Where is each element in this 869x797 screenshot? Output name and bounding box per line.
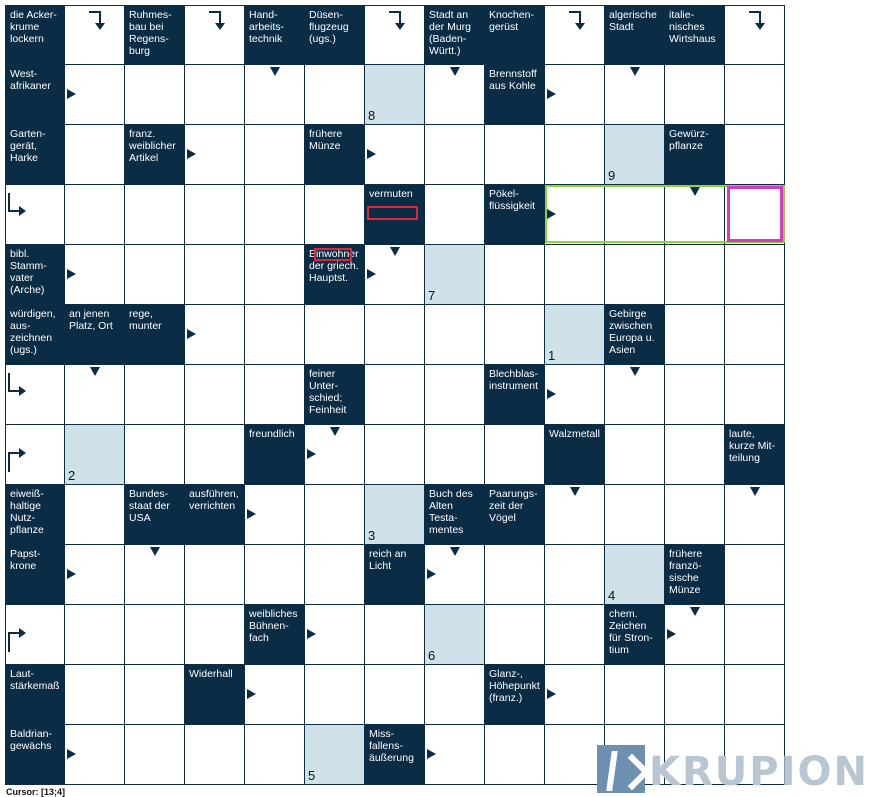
solution-cell[interactable] <box>365 485 425 545</box>
answer-cell[interactable] <box>185 125 245 185</box>
answer-cell[interactable] <box>425 365 485 425</box>
clue-cell <box>5 665 65 725</box>
clue-cell <box>125 485 185 545</box>
answer-cell[interactable] <box>605 245 665 305</box>
solution-cell[interactable] <box>305 725 365 785</box>
arrow-down-icon <box>390 247 400 256</box>
clue-text: Brennstoff aus Kohle <box>489 68 537 92</box>
clue-cell <box>125 5 185 65</box>
clue-cell <box>485 185 545 245</box>
answer-cell[interactable] <box>185 65 245 125</box>
arrow-down-icon <box>690 607 700 616</box>
clue-cell <box>425 485 485 545</box>
arrow-bent-right-icon <box>8 373 19 392</box>
answer-cell[interactable] <box>665 665 725 725</box>
answer-cell[interactable] <box>125 65 185 125</box>
answer-cell[interactable] <box>725 125 785 185</box>
answer-cell[interactable] <box>725 665 785 725</box>
answer-cell[interactable] <box>65 545 125 605</box>
answer-cell[interactable] <box>5 605 65 665</box>
answer-cell[interactable] <box>365 305 425 365</box>
solution-cell[interactable] <box>605 545 665 605</box>
answer-cell[interactable] <box>305 185 365 245</box>
answer-cell[interactable] <box>65 125 125 185</box>
arrow-right-icon <box>67 89 76 99</box>
answer-cell[interactable] <box>665 65 725 125</box>
answer-cell[interactable] <box>65 65 125 125</box>
clue-text: an jenen Platz, Ort <box>69 308 113 332</box>
clue-cell <box>5 305 65 365</box>
solution-cell[interactable] <box>545 305 605 365</box>
arrow-down-icon <box>150 547 160 556</box>
clue-text: algerische Stadt <box>609 9 657 33</box>
answer-cell[interactable] <box>245 485 305 545</box>
arrow-down-icon <box>270 67 280 76</box>
clue-text: eiweißhaltige Nutzpflanze <box>10 488 44 536</box>
arrow-right-icon <box>367 149 376 159</box>
clue-cell <box>185 485 245 545</box>
answer-cell[interactable] <box>5 365 65 425</box>
arrow-right-icon <box>67 749 76 759</box>
answer-cell[interactable] <box>245 545 305 605</box>
solution-cell[interactable] <box>365 65 425 125</box>
solution-number: 5 <box>308 768 316 783</box>
arrow-right-icon <box>247 509 256 519</box>
answer-cell[interactable] <box>125 605 185 665</box>
answer-cell[interactable] <box>5 185 65 245</box>
answer-cell[interactable] <box>425 305 485 365</box>
clue-cell <box>185 665 245 725</box>
answer-cell[interactable] <box>185 425 245 485</box>
answer-cell[interactable] <box>245 665 305 725</box>
clue-text: Missfallensäußerung <box>369 728 414 764</box>
arrow-bent-down-icon <box>569 11 581 25</box>
clue-cell <box>365 545 425 605</box>
arrow-down-icon <box>570 487 580 496</box>
clue-cell <box>725 425 785 485</box>
solution-cell[interactable] <box>425 245 485 305</box>
arrow-right-icon <box>187 149 196 159</box>
clue-cell <box>5 545 65 605</box>
arrow-down-icon <box>450 67 460 76</box>
clue-cell <box>5 5 65 65</box>
answer-cell[interactable] <box>65 605 125 665</box>
clue-text: Glanz-, Höhepunkt (franz.) <box>489 668 540 704</box>
solution-number: 7 <box>428 288 436 303</box>
answer-cell[interactable] <box>305 425 365 485</box>
answer-cell[interactable] <box>665 245 725 305</box>
answer-cell[interactable] <box>725 65 785 125</box>
clue-text: Papstkrone <box>10 548 41 572</box>
arrow-down-icon <box>750 487 760 496</box>
clue-text: Paarungszeit der Vögel <box>489 488 538 524</box>
clue-text: würdigen, auszeichnen (ugs.) <box>10 308 56 356</box>
arrow-bent-down-icon <box>749 11 761 25</box>
answer-cell[interactable] <box>605 665 665 725</box>
answer-cell[interactable] <box>365 125 425 185</box>
answer-cell[interactable] <box>365 605 425 665</box>
arrow-right-icon <box>427 569 436 579</box>
answer-cell[interactable] <box>425 425 485 485</box>
clue-text: feiner Unterschied; Feinheit <box>309 368 347 416</box>
answer-cell[interactable] <box>125 245 185 305</box>
answer-cell[interactable] <box>605 425 665 485</box>
answer-cell[interactable] <box>425 725 485 785</box>
clue-cell <box>125 125 185 185</box>
answer-cell[interactable] <box>185 605 245 665</box>
clue-cell <box>485 665 545 725</box>
clue-text: Lautstärkemaß <box>10 668 60 692</box>
clue-cell <box>5 245 65 305</box>
answer-cell[interactable] <box>725 245 785 305</box>
answer-cell[interactable] <box>65 485 125 545</box>
clue-text: frühere französische Münze <box>669 548 703 596</box>
clue-cell <box>485 485 545 545</box>
clue-cell <box>605 5 665 65</box>
answer-cell[interactable] <box>545 545 605 605</box>
answer-cell[interactable] <box>305 545 365 605</box>
arrow-right-icon <box>547 389 556 399</box>
clue-text: vermuten <box>369 188 413 200</box>
arrow-bent-up-right-icon <box>8 452 19 472</box>
clue-text: franz. weiblicher Artikel <box>129 128 176 164</box>
clue-text: Buch des Alten Testamentes <box>429 488 473 536</box>
answer-cell[interactable] <box>605 365 665 425</box>
clue-text: reich an Licht <box>369 548 407 572</box>
arrow-right-icon <box>427 749 436 759</box>
arrow-bent-down-icon <box>389 11 401 25</box>
arrow-down-icon <box>90 367 100 376</box>
clue-text: Gartengerät, Harke <box>10 128 46 164</box>
clue-cell <box>245 605 305 665</box>
clue-text: Ruhmesbau bei Regensburg <box>129 9 172 57</box>
answer-cell[interactable] <box>245 245 305 305</box>
arrow-down-icon <box>450 547 460 556</box>
answer-cell[interactable] <box>305 485 365 545</box>
answer-cell[interactable] <box>185 545 245 605</box>
arrow-right-icon <box>67 569 76 579</box>
arrow-right-icon <box>367 269 376 279</box>
arrow-down-icon <box>330 427 340 436</box>
arrow-down-icon <box>630 67 640 76</box>
answer-cell[interactable] <box>725 365 785 425</box>
clue-cell <box>245 5 305 65</box>
answer-cell[interactable] <box>365 5 425 65</box>
answer-cell[interactable] <box>65 5 125 65</box>
solution-cell[interactable] <box>425 605 485 665</box>
solution-number: 3 <box>368 528 376 543</box>
answer-cell[interactable] <box>545 5 605 65</box>
clue-cell <box>305 245 365 305</box>
logo-mark-icon <box>597 745 645 793</box>
answer-cell[interactable] <box>305 305 365 365</box>
answer-cell[interactable] <box>485 425 545 485</box>
answer-cell[interactable] <box>125 365 185 425</box>
answer-cell[interactable] <box>65 245 125 305</box>
answer-cell[interactable] <box>665 365 725 425</box>
clue-text: Bundesstaat der USA <box>129 488 170 524</box>
answer-cell[interactable] <box>725 605 785 665</box>
answer-cell[interactable] <box>425 65 485 125</box>
arrow-right-icon <box>547 209 556 219</box>
answer-cell[interactable] <box>425 125 485 185</box>
answer-cell[interactable] <box>185 725 245 785</box>
solution-number: 1 <box>548 348 556 363</box>
answer-cell[interactable] <box>65 725 125 785</box>
cursor-status: Cursor: [13;4] <box>6 787 66 797</box>
answer-cell[interactable] <box>245 65 305 125</box>
answer-cell[interactable] <box>605 485 665 545</box>
solution-number: 6 <box>428 648 436 663</box>
answer-cell[interactable] <box>125 545 185 605</box>
clue-cell <box>365 725 425 785</box>
clue-cell <box>425 5 485 65</box>
clue-text: Walzmetall <box>549 428 600 440</box>
answer-cell[interactable] <box>545 245 605 305</box>
answer-cell[interactable] <box>305 65 365 125</box>
answer-cell[interactable] <box>425 185 485 245</box>
clue-cell <box>485 5 545 65</box>
clue-cell <box>365 185 425 245</box>
answer-cell[interactable] <box>125 185 185 245</box>
answer-cell[interactable] <box>245 725 305 785</box>
answer-cell[interactable] <box>65 185 125 245</box>
answer-cell[interactable] <box>125 725 185 785</box>
clue-cell <box>485 65 545 125</box>
answer-cell[interactable] <box>185 365 245 425</box>
answer-cell[interactable] <box>605 65 665 125</box>
clue-cell <box>5 485 65 545</box>
answer-cell[interactable] <box>665 185 725 245</box>
clue-text: Pökelflüssigkeit <box>489 188 536 212</box>
clue-text: laute, kurze Mitteilung <box>729 428 776 464</box>
clue-text: Handarbeitstechnik <box>249 9 285 45</box>
clue-cell <box>245 425 305 485</box>
answer-cell[interactable] <box>65 365 125 425</box>
answer-cell[interactable] <box>545 65 605 125</box>
arrow-bent-up-right-icon <box>8 632 19 652</box>
arrow-bent-down-icon <box>89 11 101 25</box>
answer-cell[interactable] <box>305 605 365 665</box>
answer-cell[interactable] <box>5 425 65 485</box>
clue-cell <box>665 125 725 185</box>
clue-text: Düsenflugzeug (ugs.) <box>309 9 349 45</box>
clue-cell <box>305 125 365 185</box>
clue-cell <box>125 305 185 365</box>
answer-cell[interactable] <box>245 365 305 425</box>
answer-cell[interactable] <box>545 665 605 725</box>
clue-text: Einwohner der griech. Hauptst. <box>309 248 359 284</box>
answer-cell[interactable] <box>605 185 665 245</box>
clue-cell <box>5 725 65 785</box>
answer-cell[interactable] <box>665 605 725 665</box>
answer-cell[interactable] <box>485 305 545 365</box>
answer-cell[interactable] <box>65 665 125 725</box>
clue-text: italienisches Wirtshaus <box>669 9 716 45</box>
answer-cell[interactable] <box>125 665 185 725</box>
arrow-down-icon <box>630 367 640 376</box>
clue-text: Baldriangewächs <box>10 728 53 752</box>
clue-text: die Ackerkrume lockern <box>10 9 57 45</box>
answer-cell[interactable] <box>485 545 545 605</box>
clue-text: Stadt an der Murg (Baden-Württ.) <box>429 9 472 57</box>
solution-cell[interactable] <box>605 125 665 185</box>
clue-text: chem. Zeichen für Strontium <box>609 608 653 656</box>
clue-text: rege, munter <box>129 308 162 332</box>
solution-number: 2 <box>68 468 76 483</box>
answer-cell[interactable] <box>365 425 425 485</box>
answer-cell[interactable] <box>485 605 545 665</box>
arrow-right-icon <box>547 89 556 99</box>
answer-cell[interactable] <box>425 545 485 605</box>
clue-cell <box>605 305 665 365</box>
clue-text: Widerhall <box>189 668 233 680</box>
answer-cell[interactable] <box>365 365 425 425</box>
arrow-bent-right-icon <box>8 193 19 212</box>
answer-cell[interactable] <box>725 185 785 245</box>
clue-cell <box>305 5 365 65</box>
answer-cell[interactable] <box>485 245 545 305</box>
clue-cell <box>665 545 725 605</box>
answer-cell[interactable] <box>365 665 425 725</box>
clue-text: ausführen, verrichten <box>189 488 239 512</box>
answer-cell[interactable] <box>725 545 785 605</box>
clue-text: bibl. Stammvater (Arche) <box>10 248 47 296</box>
crossword-grid <box>5 5 785 785</box>
answer-cell[interactable] <box>545 185 605 245</box>
answer-cell[interactable] <box>185 5 245 65</box>
answer-cell[interactable] <box>245 185 305 245</box>
solution-number: 8 <box>368 108 376 123</box>
clue-text: Westafrikaner <box>10 68 51 92</box>
clue-cell <box>305 365 365 425</box>
solution-cell[interactable] <box>65 425 125 485</box>
clue-cell <box>5 65 65 125</box>
brand-logo <box>597 745 869 795</box>
clue-cell <box>665 5 725 65</box>
answer-cell[interactable] <box>485 725 545 785</box>
clue-text: Blechblasinstrument <box>489 368 539 392</box>
answer-cell[interactable] <box>545 125 605 185</box>
arrow-right-icon <box>547 689 556 699</box>
answer-cell[interactable] <box>245 305 305 365</box>
answer-cell[interactable] <box>545 365 605 425</box>
answer-cell[interactable] <box>545 725 605 785</box>
arrow-right-icon <box>667 629 676 639</box>
clue-text: Knochengerüst <box>489 9 534 33</box>
clue-text: weibliches Bühnenfach <box>249 608 298 644</box>
clue-cell <box>65 305 125 365</box>
answer-cell[interactable] <box>545 485 605 545</box>
clue-text: Gewürzpflanze <box>669 128 709 152</box>
clue-cell <box>545 425 605 485</box>
logo-text: KRUPION <box>649 749 869 795</box>
clue-cell <box>485 365 545 425</box>
arrow-right-icon <box>247 689 256 699</box>
answer-cell[interactable] <box>185 245 245 305</box>
answer-cell[interactable] <box>305 665 365 725</box>
solution-number: 4 <box>608 588 616 603</box>
answer-cell[interactable] <box>185 305 245 365</box>
answer-cell[interactable] <box>725 485 785 545</box>
answer-cell[interactable] <box>125 425 185 485</box>
clue-text: frühere Münze <box>309 128 343 152</box>
answer-cell[interactable] <box>545 605 605 665</box>
arrow-down-icon <box>690 187 700 196</box>
answer-cell[interactable] <box>365 245 425 305</box>
answer-cell[interactable] <box>665 425 725 485</box>
clue-text: freundlich <box>249 428 295 440</box>
solution-number: 9 <box>608 168 616 183</box>
arrow-right-icon <box>67 269 76 279</box>
answer-cell[interactable] <box>725 305 785 365</box>
answer-cell[interactable] <box>725 5 785 65</box>
arrow-right-icon <box>307 629 316 639</box>
answer-cell[interactable] <box>665 305 725 365</box>
answer-cell[interactable] <box>185 185 245 245</box>
clue-cell <box>605 605 665 665</box>
clue-cell <box>5 125 65 185</box>
answer-cell[interactable] <box>665 485 725 545</box>
arrow-bent-down-icon <box>209 11 221 25</box>
answer-cell[interactable] <box>425 665 485 725</box>
clue-text: Gebirge zwischen Europa u. Asien <box>609 308 655 356</box>
answer-cell[interactable] <box>485 125 545 185</box>
answer-cell[interactable] <box>245 125 305 185</box>
arrow-right-icon <box>187 329 196 339</box>
arrow-right-icon <box>307 449 316 459</box>
